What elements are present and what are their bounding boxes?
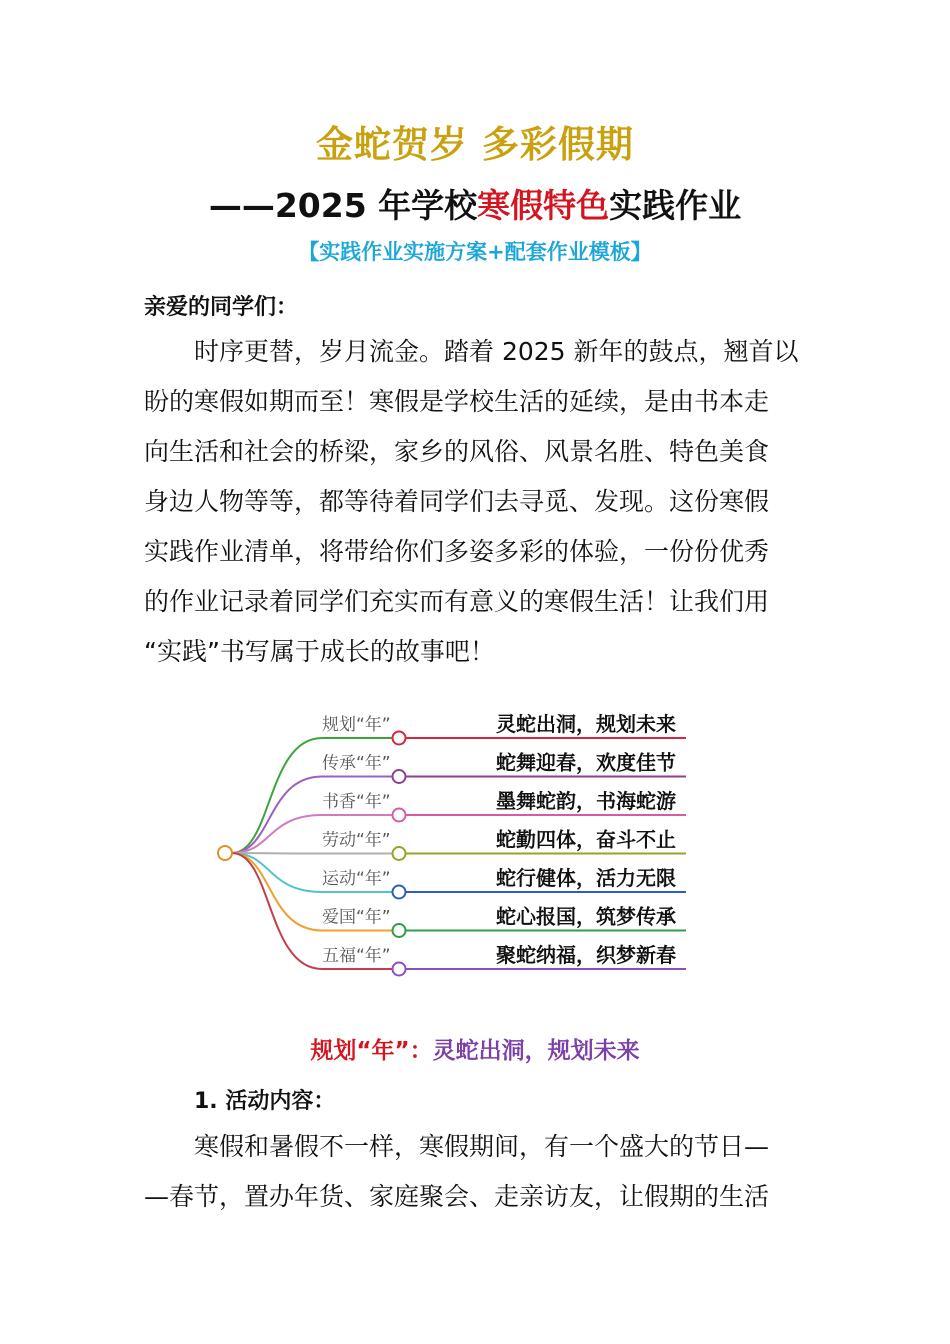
section-title-label: 规划“年”： — [310, 1038, 433, 1064]
mindmap-diagram — [200, 700, 700, 990]
mindmap-branch-theme: 蛇心报国，筑梦传承 — [496, 904, 676, 929]
mindmap-branch-label: 传承“年” — [322, 753, 391, 774]
mindmap-branch-label: 劳动“年” — [322, 830, 391, 851]
intro-paragraph — [144, 327, 810, 677]
mindmap-branch-node — [393, 732, 406, 745]
mindmap-branch-theme: 蛇舞迎春，欢度佳节 — [496, 750, 676, 775]
mindmap-branch-theme: 墨舞蛇韵，书海蛇游 — [496, 789, 676, 813]
intro-line: 身边人物等等，都等待着同学们去寻觅、发现。这份寒假 — [144, 487, 770, 516]
mindmap-branch-label: 规划“年” — [322, 715, 391, 735]
subtitle-suffix: 实践作业 — [609, 186, 742, 225]
activity-content-heading: 1. 活动内容： — [194, 1089, 336, 1114]
mindmap-branch-label: 爱国“年” — [322, 907, 391, 928]
mindmap-branch-theme: 蛇行健体，活力无限 — [496, 866, 676, 890]
mindmap-branch-node — [393, 809, 406, 822]
activity-line: 寒假和暑假不一样，寒假期间，有一个盛大的节日— — [144, 1132, 770, 1161]
mindmap-branch-theme: 蛇勤四体，奋斗不止 — [496, 827, 676, 852]
document-subtitle — [0, 180, 950, 227]
activity-line: —春节，置办年货、家庭聚会、走亲访友，让假期的生活 — [144, 1182, 770, 1211]
activity-paragraph — [144, 1122, 810, 1222]
subtitle-highlight: 寒假特色 — [477, 186, 610, 225]
mindmap-root-node — [218, 846, 232, 860]
section-title — [0, 1032, 950, 1065]
intro-line: 向生活和社会的桥梁，家乡的风俗、风景名胜、特色美食 — [144, 437, 770, 466]
intro-line: 时序更替，岁月流金。踏着 2025 新年的鼓点，翘首以 — [144, 337, 799, 366]
mindmap-branch-node — [393, 847, 406, 860]
intro-line: 盼的寒假如期而至！寒假是学校生活的延续，是由书本走 — [144, 387, 770, 416]
mindmap-branch-curve — [232, 853, 392, 854]
greeting: 亲爱的同学们： — [144, 295, 299, 320]
intro-line: 的作业记录着同学们充实而有意义的寒假生活！让我们用 — [144, 587, 770, 616]
mindmap-branch-label: 运动“年” — [322, 869, 391, 889]
mindmap-branch-node — [393, 963, 406, 976]
mindmap-branch-label: 书香“年” — [322, 792, 391, 812]
mindmap-branch-node — [393, 924, 406, 937]
intro-line: “实践”书写属于成长的故事吧！ — [144, 637, 495, 666]
document-title: 金蛇贺岁 多彩假期 — [316, 123, 634, 166]
mindmap-branch-node — [393, 770, 406, 783]
section-title-theme: 灵蛇出洞，规划未来 — [432, 1038, 640, 1064]
subtitle-prefix: ——2025 年学校 — [208, 186, 478, 225]
intro-line: 实践作业清单，将带给你们多姿多彩的体验，一份份优秀 — [144, 537, 770, 566]
mindmap-branch-theme: 灵蛇出洞，规划未来 — [496, 712, 676, 736]
mindmap-branch-theme: 聚蛇纳福，织梦新春 — [496, 943, 676, 967]
mindmap-branch-label: 五福“年” — [322, 946, 391, 966]
document-tagline: 【实践作业实施方案+配套作业模板】 — [298, 240, 652, 264]
mindmap-branch-node — [393, 886, 406, 899]
